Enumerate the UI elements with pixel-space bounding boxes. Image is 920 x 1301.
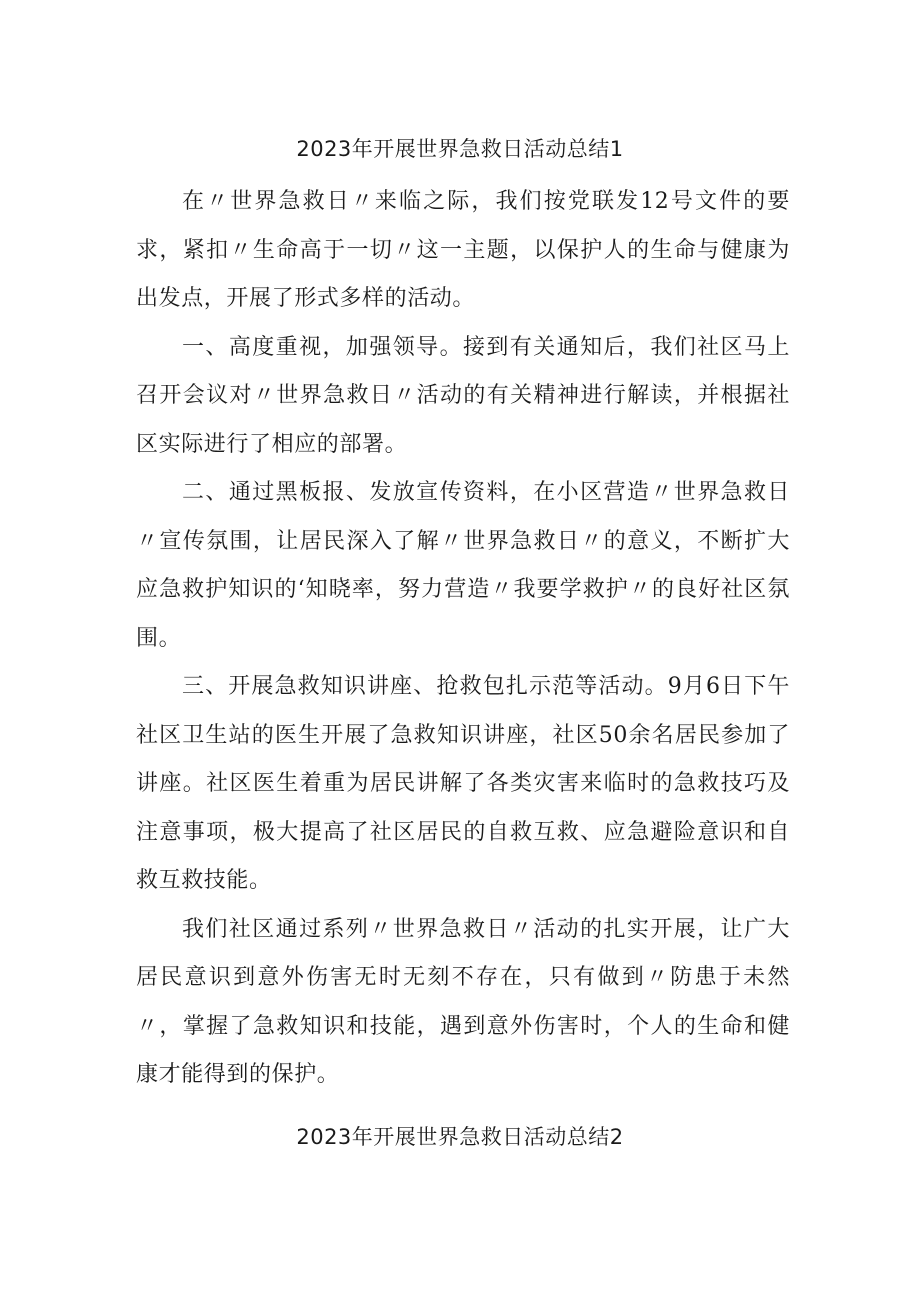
document-body [136,178,790,1100]
paragraph-section-3: 三、开展急救知识讲座、抢救包扎示范等活动。9月6日下午社区卫生站的医生开展了急救知识讲座，社区50余名居民参加了讲座。社区医生着重为居民讲解了各类灾害来临时的急救技巧及注意事项，极大提高了社区居民的自救互救、应急避险意识和自救互救技能。 [136,674,790,893]
paragraph-section-2: 二、通过黑板报、发放宣传资料，在小区营造〃世界急救日〃宣传氛围，让居民深入了解〃世界急救日〃的意义，不断扩大应急救护知识的‘知晓率，努力营造〃我要学救护〃的良好社区氛围。 [136,480,790,651]
paragraph-section-1: 一、高度重视，加强领导。接到有关通知后，我们社区马上召开会议对〃世界急救日〃活动的有关精神进行解读，并根据社区实际进行了相应的部署。 [136,334,790,457]
paragraph-intro: 在〃世界急救日〃来临之际，我们按党联发12号文件的要求，紧扣〃生命高于一切〃这一主题，以保护人的生命与健康为出发点，开展了形式多样的活动。 [136,189,790,311]
document-title-2: 2023年开展世界急救日活动总结2 [296,1125,624,1149]
paragraph-conclusion: 我们社区通过系列〃世界急救日〃活动的扎实开展，让广大居民意识到意外伤害无时无刻不存在，只有做到〃防患于未然〃，掌握了急救知识和技能，遇到意外伤害时，个人的生命和健康才能得到的保护。 [136,916,790,1087]
document-title-1: 2023年开展世界急救日活动总结1 [296,137,624,161]
